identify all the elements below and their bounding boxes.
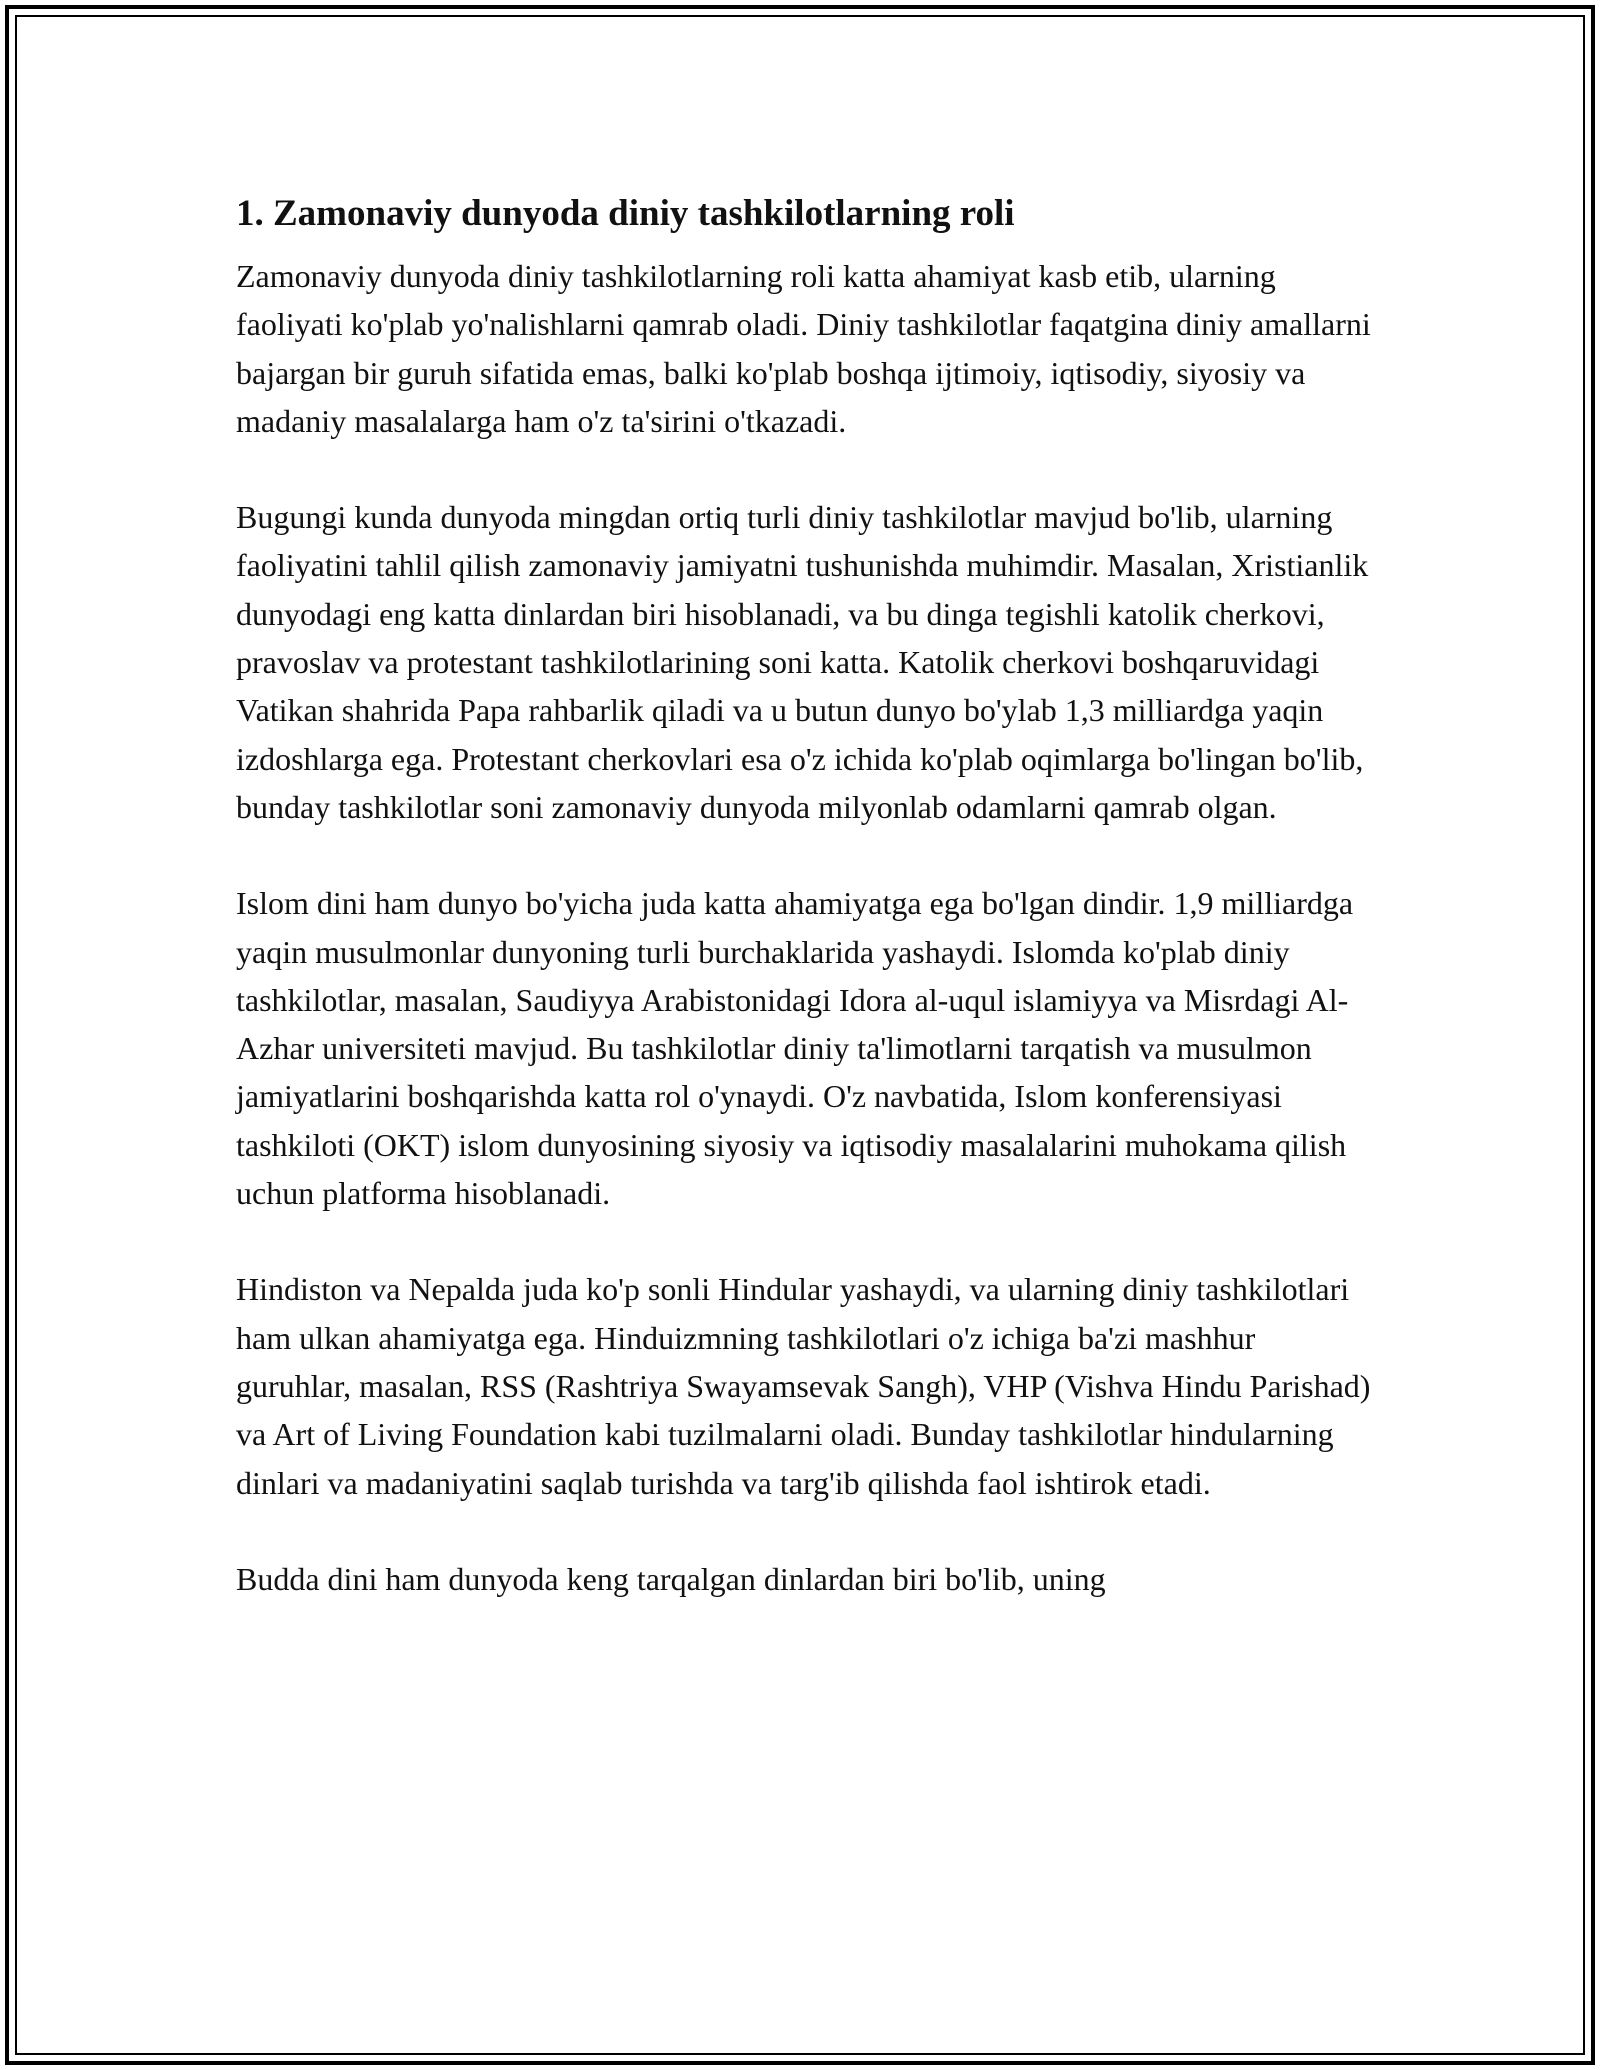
paragraph-intro: Zamonaviy dunyoda diniy tashkilotlarning roli katta ahamiyat kasb etib, ularning faoliyati ko'plab yo'nalishlarni qamrab oladi. Diniy tashkilotlar faqatgina diniy amallarni bajargan bir guruh sifatida emas, balki ko'plab boshqa ijtimoiy, iqtisodiy, siyosiy va madaniy masalalarga ham o'z ta'sirini o'tkazadi.: [236, 258, 1371, 439]
section-heading: 1. Zamonaviy dunyoda diniy tashkilotlarning roli: [236, 193, 1015, 234]
paragraph-hinduism: Hindiston va Nepalda juda ko'p sonli Hindular yashaydi, va ularning diniy tashkilotlari ham ulkan ahamiyatga ega. Hinduizmning tashkilotlari o'z ichiga ba'zi mashhur guruhlar, masalan, RSS (Rashtriya Swayamsevak Sangh), VHP (Vishva Hindu Parishad) va Art of Living Foundation kabi tuzilmalarni oladi. Bunday tashkilotlar hindularning dinlari va madaniyatini saqlab turishda va targ'ib qilishda faol ishtirok etadi.: [236, 1271, 1371, 1501]
document-page: [236, 180, 1376, 1651]
paragraph-buddhism: Budda dini ham dunyoda keng tarqalgan dinlardan biri bo'lib, uning: [236, 1560, 1106, 1597]
paragraph-islam: Islom dini ham dunyo bo'yicha juda katta ahamiyatga ega bo'lgan dindir. 1,9 milliardga yaqin musulmonlar dunyoning turli burchaklarida yashaydi. Islomda ko'plab diniy tashkilotlar, masalan, Saudiyya Arabistonidagi Idora al-uqul islamiyya va Misrdagi Al-Azhar universiteti mavjud. Bu tashkilotlar diniy ta'limotlarni tarqatish va musulmon jamiyatlarini boshqarishda katta rol o'ynaydi. O'z navbatida, Islom konferensiyasi tashkiloti (OKT) islom dunyosining siyosiy va iqtisodiy masalalarini muhokama qilish uchun platforma hisoblanadi.: [236, 885, 1354, 1212]
paragraph-christianity: Bugungi kunda dunyoda mingdan ortiq turli diniy tashkilotlar mavjud bo'lib, ularning faoliyatini tahlil qilish zamonaviy jamiyatni tushunishda muhimdir. Masalan, Xristianlik dunyodagi eng katta dinlardan biri hisoblanadi, va bu dinga tegishli katolik cherkovi, pravoslav va protestant tashkilotlarining soni katta. Katolik cherkovi boshqaruvidagi Vatikan shahrida Papa rahbarlik qiladi va u butun dunyo bo'ylab 1,3 milliardga yaqin izdoshlarga ega. Protestant cherkovlari esa o'z ichida ko'plab oqimlarga bo'lingan bo'lib, bunday tashkilotlar soni zamonaviy dunyoda milyonlab odamlarni qamrab olgan.: [236, 499, 1369, 825]
